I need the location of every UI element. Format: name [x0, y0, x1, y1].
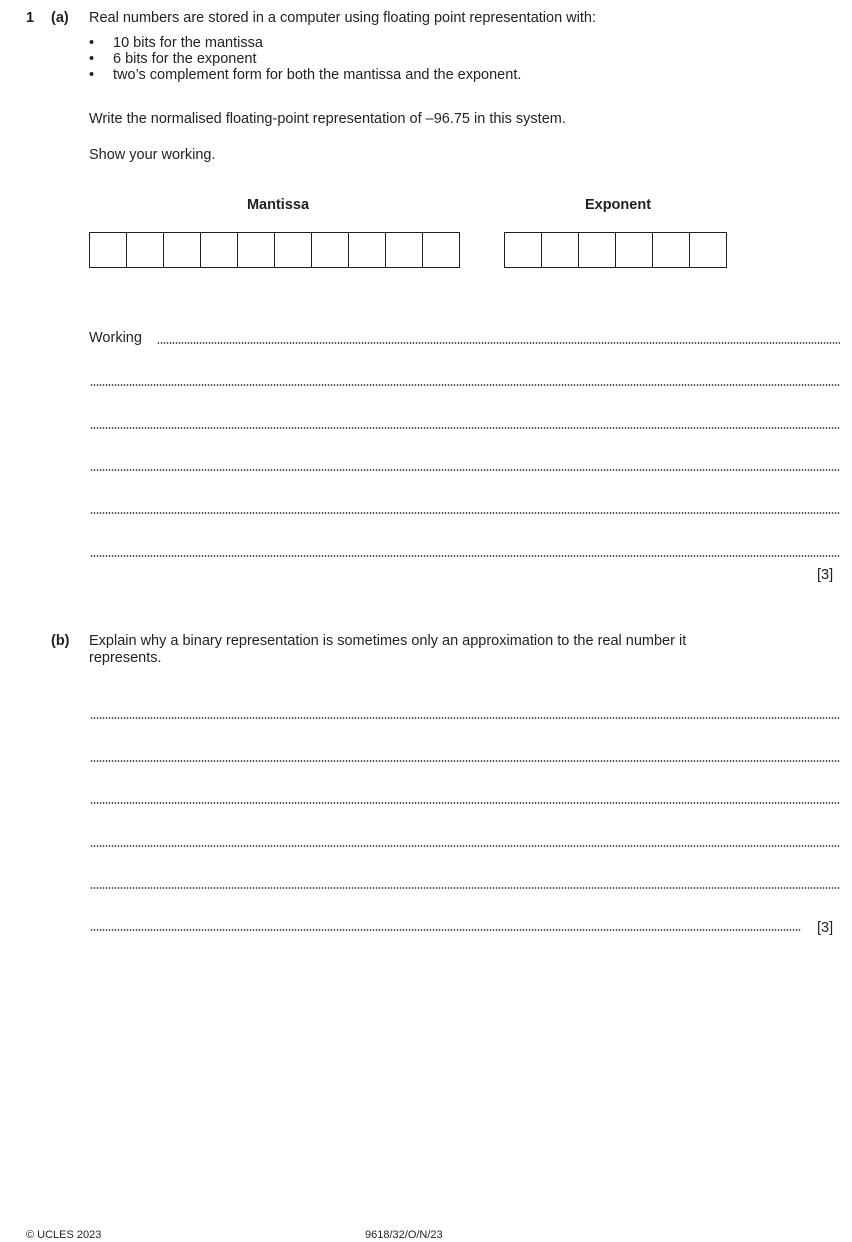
mantissa-bit-box[interactable]	[312, 232, 349, 268]
mantissa-boxes	[89, 232, 460, 268]
part-a-marks: [3]	[817, 567, 834, 583]
working-label: Working	[89, 330, 142, 346]
mantissa-bit-box[interactable]	[349, 232, 386, 268]
answer-line[interactable]	[90, 887, 840, 889]
answer-line[interactable]	[157, 342, 840, 344]
bullet-item: • 6 bits for the exponent	[89, 51, 257, 67]
exponent-bit-box[interactable]	[690, 232, 727, 268]
exponent-bit-box[interactable]	[579, 232, 616, 268]
answer-line[interactable]	[90, 512, 840, 514]
answer-line[interactable]	[90, 384, 840, 386]
mantissa-bit-box[interactable]	[423, 232, 460, 268]
answer-line[interactable]	[90, 427, 840, 429]
exponent-bit-box[interactable]	[542, 232, 579, 268]
bullet-icon: •	[89, 67, 95, 83]
bullet-icon: •	[89, 51, 95, 67]
part-a-instruction: Write the normalised floating-point representation of –96.75 in this system.	[89, 111, 566, 127]
bullet-item: • two’s complement form for both the mantissa and the exponent.	[89, 67, 522, 83]
answer-line[interactable]	[90, 845, 840, 847]
mantissa-bit-box[interactable]	[201, 232, 238, 268]
mantissa-bit-box[interactable]	[164, 232, 201, 268]
mantissa-bit-box[interactable]	[275, 232, 312, 268]
answer-line[interactable]	[90, 929, 801, 931]
mantissa-bit-box[interactable]	[89, 232, 127, 268]
exponent-bit-box[interactable]	[504, 232, 542, 268]
bullet-icon: •	[89, 35, 95, 51]
part-a-intro: Real numbers are stored in a computer using floating point representation with:	[89, 10, 596, 26]
part-b-question-line1: Explain why a binary representation is sometimes only an approximation to the real number it	[89, 633, 687, 649]
answer-line[interactable]	[90, 760, 840, 762]
mantissa-bit-box[interactable]	[386, 232, 423, 268]
part-a-label: (a)	[51, 10, 69, 26]
part-b-question-line2: represents.	[89, 650, 162, 666]
show-working-text: Show your working.	[89, 147, 216, 163]
spec-bullet-list	[89, 35, 521, 83]
part-b-marks: [3]	[817, 920, 834, 936]
question-number: 1	[26, 10, 35, 26]
exponent-header: Exponent	[584, 197, 652, 213]
exponent-bit-box[interactable]	[616, 232, 653, 268]
mantissa-header: Mantissa	[246, 197, 310, 213]
exponent-bit-box[interactable]	[653, 232, 690, 268]
answer-line[interactable]	[90, 802, 840, 804]
mantissa-bit-box[interactable]	[127, 232, 164, 268]
part-b-label: (b)	[51, 633, 70, 649]
paper-code-footer: 9618/32/O/N/23	[365, 1229, 443, 1241]
answer-line[interactable]	[90, 469, 840, 471]
mantissa-bit-box[interactable]	[238, 232, 275, 268]
exponent-boxes	[504, 232, 727, 268]
copyright-footer: © UCLES 2023	[26, 1229, 102, 1241]
answer-line[interactable]	[90, 555, 840, 557]
answer-line[interactable]	[90, 717, 840, 719]
bullet-item: • 10 bits for the mantissa	[89, 35, 263, 51]
